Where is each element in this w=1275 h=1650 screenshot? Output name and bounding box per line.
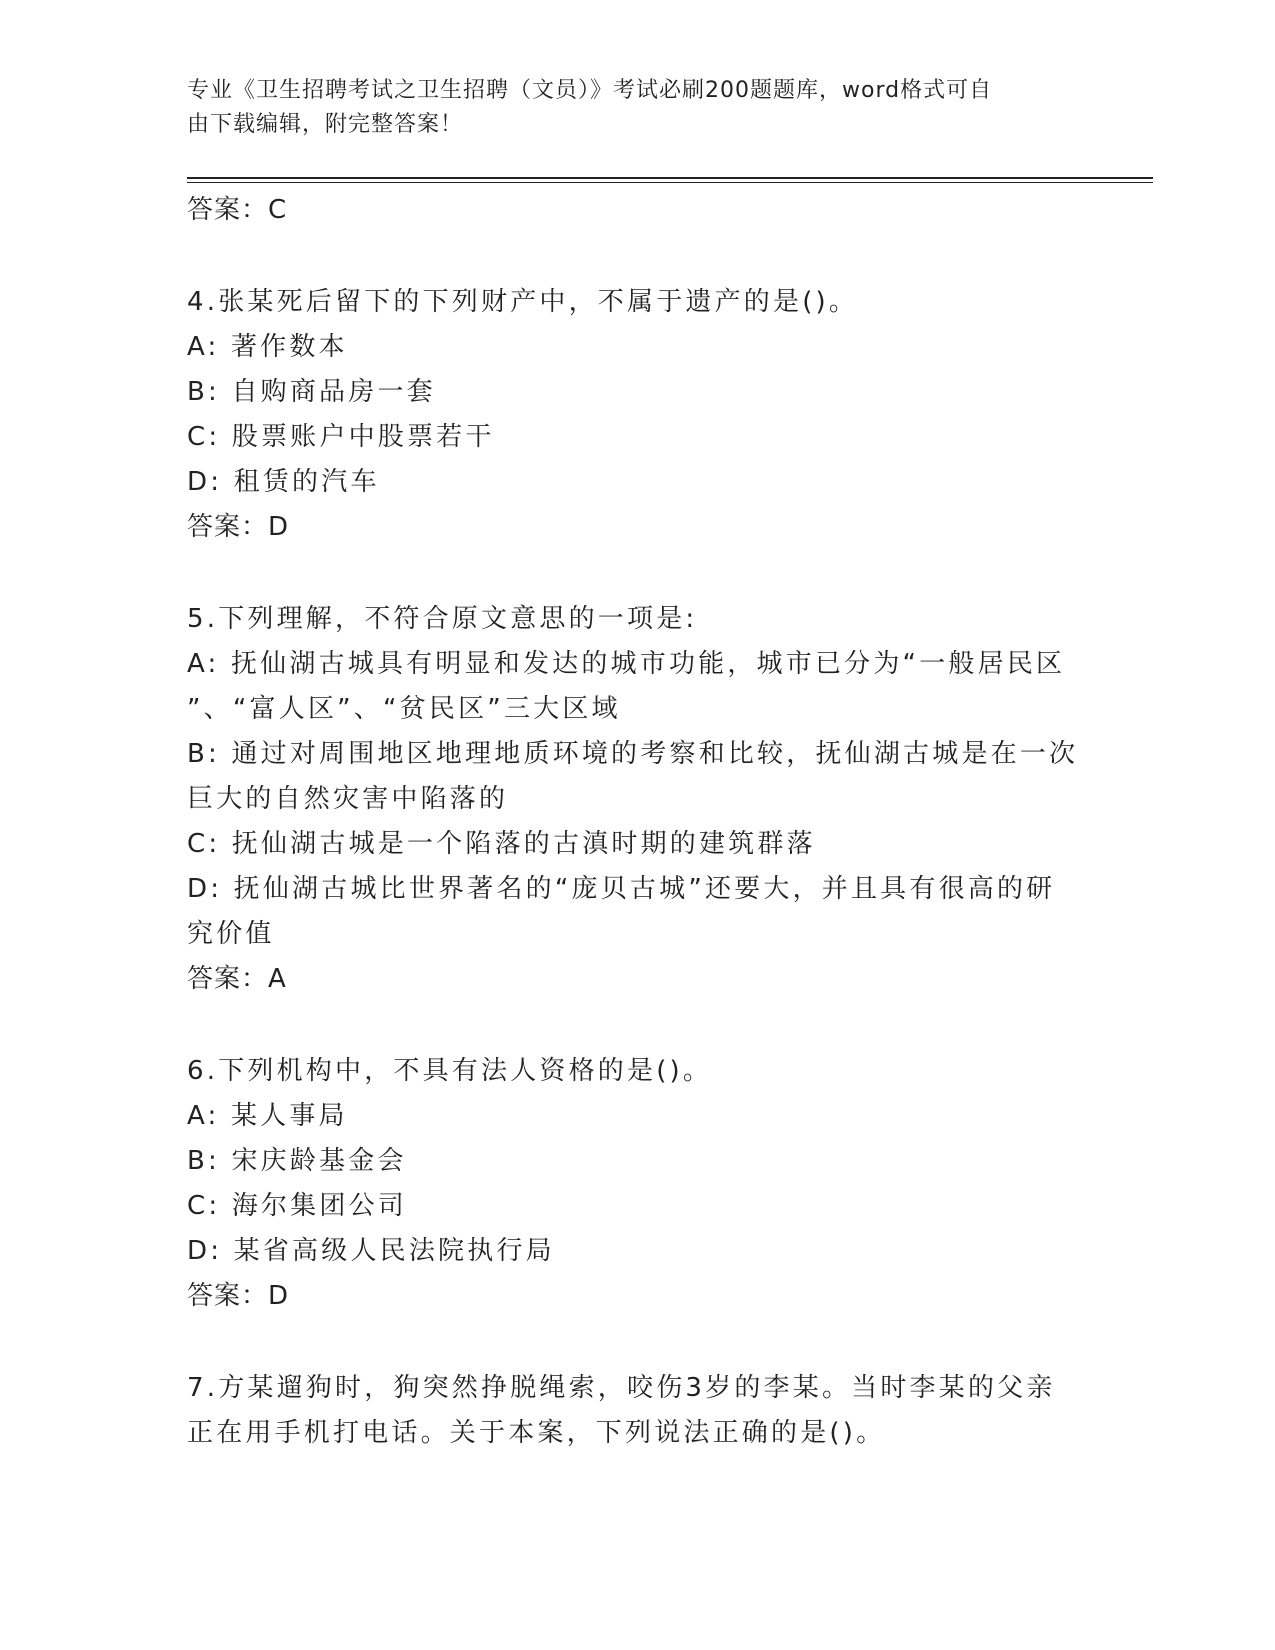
option-b: B: 自购商品房一套 <box>187 377 436 407</box>
question-7 <box>187 1366 1087 1456</box>
question-stem: 5.下列理解，不符合原文意思的一项是: <box>187 604 698 634</box>
option-a-continued: ”、“富人区”、“贫民区”三大区域 <box>187 694 621 724</box>
answer-line: 答案：A <box>187 964 287 994</box>
question-stem: 6.下列机构中，不具有法人资格的是()。 <box>187 1056 713 1086</box>
option-c: C: 股票账户中股票若干 <box>187 422 495 452</box>
answer-line: 答案：D <box>187 1281 290 1311</box>
question-5 <box>187 597 1087 1002</box>
option-d: D: 租赁的汽车 <box>187 467 380 497</box>
question-4 <box>187 280 1087 550</box>
header-line-2: 由下载编辑，附完整答案！ <box>187 112 464 137</box>
spacer <box>187 1002 1087 1049</box>
spacer <box>187 233 1087 280</box>
option-b-continued: 巨大的自然灾害中陷落的 <box>187 784 509 814</box>
header-divider-thin <box>187 182 1153 183</box>
option-a: A: 著作数本 <box>187 332 348 362</box>
question-6 <box>187 1049 1087 1319</box>
option-d-continued: 究价值 <box>187 919 275 949</box>
document-body <box>187 188 1087 1456</box>
option-d: D: 某省高级人民法院执行局 <box>187 1236 555 1266</box>
answer-line: 答案：C <box>187 195 288 225</box>
question-stem-line-1: 7.方某遛狗时，狗突然挣脱绳索，咬伤3岁的李某。当时李某的父亲 <box>187 1373 1056 1403</box>
document-header <box>187 74 1067 142</box>
question-stem-line-2: 正在用手机打电话。关于本案，下列说法正确的是()。 <box>187 1418 886 1448</box>
option-a: A: 抚仙湖古城具有明显和发达的城市功能，城市已分为“一般居民区 <box>187 649 1066 679</box>
header-line-1: 专业《卫生招聘考试之卫生招聘（文员）》考试必刷200题题库，word格式可自 <box>187 78 993 103</box>
question-stem: 4.张某死后留下的下列财产中，不属于遗产的是()。 <box>187 287 859 317</box>
option-c: C: 抚仙湖古城是一个陷落的古滇时期的建筑群落 <box>187 829 816 859</box>
header-divider-thick <box>187 177 1153 179</box>
option-d: D: 抚仙湖古城比世界著名的“庞贝古城”还要大，并且具有很高的研 <box>187 874 1056 904</box>
option-b: B: 宋庆龄基金会 <box>187 1146 407 1176</box>
spacer <box>187 1319 1087 1366</box>
answer-line: 答案：D <box>187 512 290 542</box>
option-a: A: 某人事局 <box>187 1101 348 1131</box>
option-c: C: 海尔集团公司 <box>187 1191 407 1221</box>
spacer <box>187 550 1087 597</box>
option-b: B: 通过对周围地区地理地质环境的考察和比较，抚仙湖古城是在一次 <box>187 739 1079 769</box>
